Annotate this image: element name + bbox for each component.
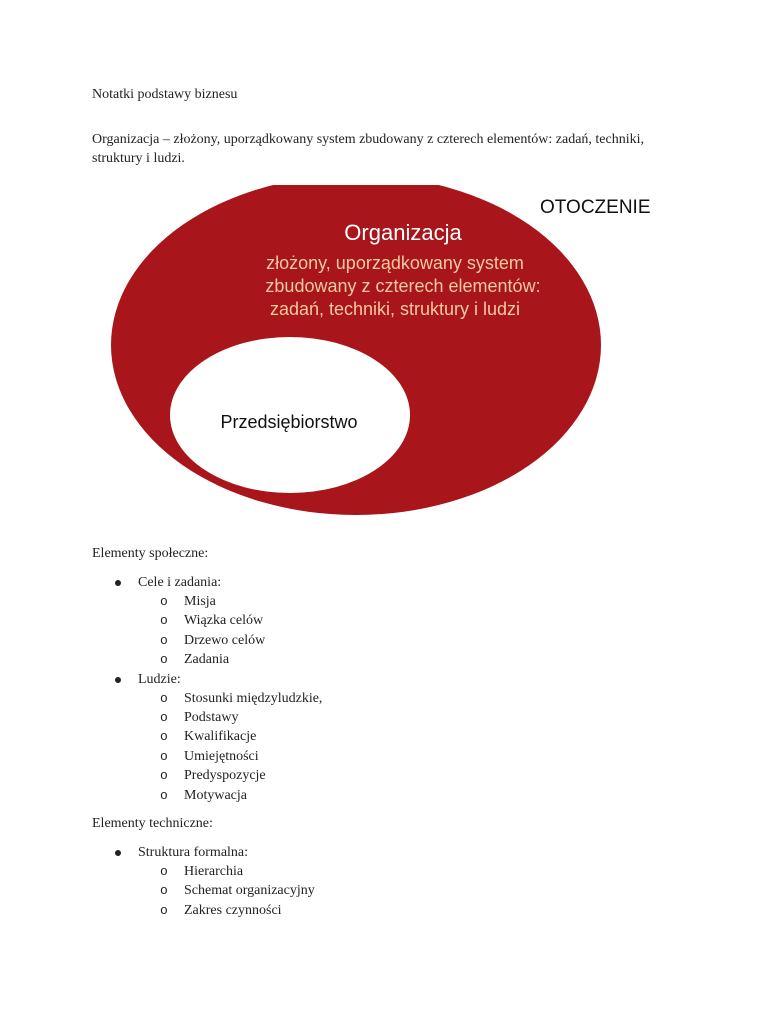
intro-paragraph: Organizacja – złożony, uporządkowany system zbudowany z czterech elementów: zadań, techniki, struktury i ludzi. <box>92 132 645 166</box>
circle-bullet-icon: o <box>160 613 168 628</box>
sub-list-item-label: Motywacja <box>184 788 247 803</box>
bullet-icon <box>115 677 121 683</box>
sub-list-item-label: Zadania <box>184 652 230 667</box>
sub-list-item-label: Podstawy <box>184 710 239 725</box>
enterprise-label: Przedsiębiorstwo <box>220 412 358 432</box>
sub-list-item-label: Zakres czynności <box>184 903 282 918</box>
circle-bullet-icon: o <box>160 729 168 744</box>
sub-list-item-label: Misja <box>184 594 216 609</box>
list-item-label: Cele i zadania: <box>138 575 222 590</box>
sub-list-item-label: Wiązka celów <box>184 613 264 628</box>
bullet-icon <box>115 580 121 586</box>
circle-bullet-icon: o <box>160 594 168 609</box>
sub-list-item-label: Drzewo celów <box>184 633 266 648</box>
sub-list-item-label: Umiejętności <box>184 749 259 764</box>
organization-desc-line-2: zbudowany z czterech elementów: <box>265 276 541 296</box>
circle-bullet-icon: o <box>160 633 168 648</box>
environment-label: OTOCZENIE <box>540 197 651 218</box>
sub-list-item-label: Schemat organizacyjny <box>184 883 315 898</box>
sub-list-item-label: Stosunki międzyludzkie, <box>184 691 323 706</box>
bullet-icon <box>115 850 121 856</box>
organization-diagram <box>100 185 680 535</box>
circle-bullet-icon: o <box>160 788 168 803</box>
circle-bullet-icon: o <box>160 883 168 898</box>
list-item-label: Struktura formalna: <box>138 845 249 860</box>
diagram-svg <box>100 185 680 535</box>
circle-bullet-icon: o <box>160 710 168 725</box>
circle-bullet-icon: o <box>160 652 168 667</box>
section-heading-social: Elementy społeczne: <box>92 546 209 561</box>
organization-desc-line-1: złożony, uporządkowany system <box>266 253 524 273</box>
circle-bullet-icon: o <box>160 768 168 783</box>
sub-list-item-label: Predyspozycje <box>184 768 266 783</box>
organization-title: Organizacja <box>344 220 462 245</box>
section-heading-technical: Elementy techniczne: <box>92 816 213 831</box>
organization-desc-line-3: zadań, techniki, struktury i ludzi <box>269 299 521 319</box>
list-item-label: Ludzie: <box>138 672 181 687</box>
circle-bullet-icon: o <box>160 749 168 764</box>
document-title: Notatki podstawy biznesu <box>92 87 238 102</box>
sub-list-item-label: Hierarchia <box>184 864 244 879</box>
circle-bullet-icon: o <box>160 903 168 918</box>
circle-bullet-icon: o <box>160 691 168 706</box>
circle-bullet-icon: o <box>160 864 168 879</box>
sub-list-item-label: Kwalifikacje <box>184 729 257 744</box>
